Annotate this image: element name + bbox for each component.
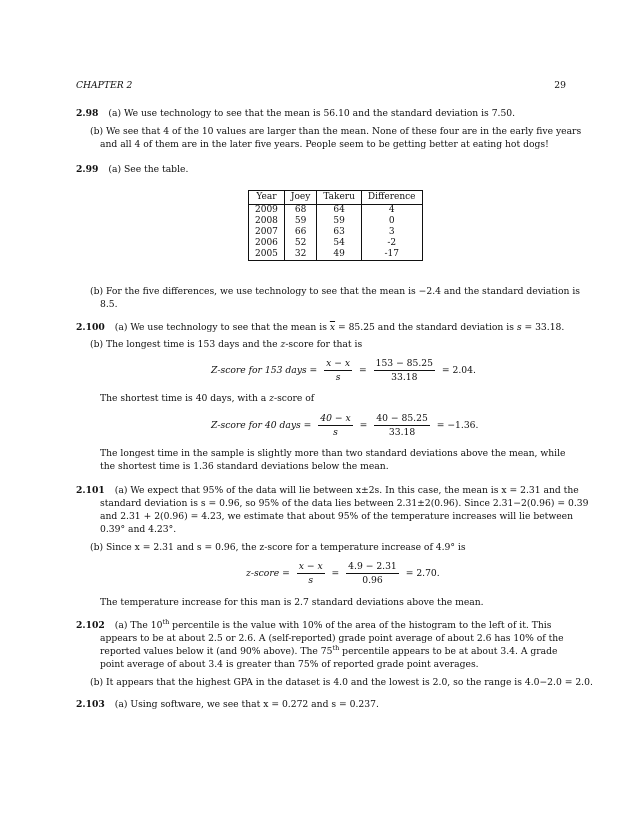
answer-text: (a) Using software, we see that x = 0.272 and s = 0.237.: [114, 699, 379, 710]
exercise-number: 2.102: [76, 620, 105, 631]
exercise-2-98-a: [76, 107, 564, 120]
fraction: [324, 357, 352, 384]
answer-text: percentile appears to be at about 3.4. A grade: [339, 646, 558, 657]
s-symbol: s: [516, 322, 522, 333]
chapter-title: CHAPTER 2: [76, 80, 133, 91]
exercise-2-98-b-line2: and all 4 of them are in the later five years. People seem to be getting better at eating hot dogs!: [100, 139, 549, 150]
table-cell: 2006: [249, 238, 285, 249]
answer-text: -score for that is: [285, 339, 363, 350]
denominator: s: [333, 427, 338, 438]
shortest-time-text: [100, 392, 564, 405]
exercise-2-101-a-line4: 0.39° and 4.23°.: [100, 524, 177, 535]
exercise-number: 2.103: [76, 699, 105, 710]
table-header: Difference: [361, 191, 422, 205]
exercise-2-103-a: [76, 698, 564, 711]
numerator: 4.9 − 2.31: [348, 561, 397, 572]
numerator: 153 − 85.25: [375, 358, 433, 369]
z-score-equation-temp: z-score = $\frac{x - x}{s}$ = $\frac{4.9 - 2.31}{0.96}$ = 2.70.: [246, 561, 440, 586]
table-cell: 64: [317, 205, 362, 217]
exercise-2-99-b-line2: 8.5.: [100, 299, 118, 310]
numerator: 40 − x: [320, 413, 351, 424]
exercise-2-100-a: [76, 321, 564, 334]
table-cell: 68: [284, 205, 316, 217]
exercise-2-98-b-line1: (b) We see that 4 of the 10 values are larger than the mean. None of these four are in the early five years: [90, 126, 582, 137]
answer-text: reported values below it (and 90% above). The 75: [100, 646, 333, 657]
table-cell: 32: [284, 249, 316, 261]
exercise-2-101-b: (b) Since x = 2.31 and s = 0.96, the z-score for a temperature increase of 4.9° is: [90, 542, 466, 553]
table-cell: 52: [284, 238, 316, 249]
answer-text: = 33.18.: [521, 322, 565, 333]
table-cell: 66: [284, 227, 316, 238]
table-cell: 4: [361, 205, 422, 217]
table-row: [249, 238, 423, 249]
exercise-2-102-a-line1: [76, 619, 564, 632]
answer-text: -score of: [273, 393, 315, 404]
exercise-2-101-a-line2: standard deviation is s = 0.96, so 95% of the data lies between 2.31±2(0.96). Since 2.31−2(0.96) = 0.39: [100, 498, 589, 509]
z-score-equation-40: Z-score for 40 days = $\frac{40 - x}{s}$ = $\frac{40 - 85.25}{33.18}$ = −1.36.: [211, 413, 479, 438]
answer-text: (a) We expect that 95% of the data will lie between x±2s. In this case, the mean is x = 2.31 and the: [114, 485, 579, 496]
z-symbol: z: [269, 393, 274, 404]
answer-text: (a) We use technology to see that the mean is: [114, 322, 330, 333]
conclusion-line2: the shortest time is 1.36 standard deviations below the mean.: [100, 461, 389, 472]
table-cell: 59: [284, 216, 316, 227]
exercise-2-102-a-line4: point average of about 3.4 is greater than 75% of reported grade point averages.: [100, 659, 479, 670]
table-header: Takeru: [317, 191, 362, 205]
fraction: [374, 412, 430, 439]
answer-text: = 85.25 and the standard deviation is: [335, 322, 517, 333]
equation-label: Z-score for 40 days: [211, 419, 301, 431]
answer-text: (a) The 10: [114, 620, 163, 631]
table-header-row: [249, 191, 423, 205]
exercise-2-102-b: (b) It appears that the highest GPA in the dataset is 4.0 and the lowest is 2.0, so the range is 4.0−2.0 = 2.0.: [90, 677, 593, 688]
table-cell: 59: [317, 216, 362, 227]
table-cell: 3: [361, 227, 422, 238]
x-bar-symbol: $\overline{x}$: [329, 322, 336, 333]
table-cell: -2: [361, 238, 422, 249]
numerator: 40 − 85.25: [376, 413, 428, 424]
fraction: [346, 560, 399, 587]
exercise-2-101-a-line3: and 2.31 + 2(0.96) = 4.23, we estimate that about 95% of the temperature increases will lie between: [100, 511, 574, 522]
denominator: 33.18: [388, 427, 416, 438]
exercise-2-100-b: [90, 338, 564, 351]
exercise-2-102-a-line2: appears to be at about 2.5 or 2.6. A (self-reported) grade point average of about 2.6 has 10% of the: [100, 633, 564, 644]
exercise-2-99-a: [76, 163, 564, 176]
equation-result: = 2.04.: [441, 364, 476, 376]
exercise-number: 2.99: [76, 164, 99, 175]
table-row: [249, 216, 423, 227]
exercise-number: 2.98: [76, 108, 99, 119]
answer-text: (a) We use technology to see that the mean is 56.10 and the standard deviation is 7.50.: [108, 108, 516, 119]
equation-label: Z-score for 153 days: [211, 364, 307, 376]
exercise-2-102-a-line3: [100, 645, 564, 658]
table-cell: 2008: [249, 216, 285, 227]
table-cell: 0: [361, 216, 422, 227]
answer-text: (b) The longest time is 153 days and the: [90, 339, 281, 350]
table-row: [249, 227, 423, 238]
exercise-2-101-a-line1: [76, 484, 579, 497]
table-cell: -17: [361, 249, 422, 261]
table-row: [249, 249, 423, 261]
page-header: [76, 79, 566, 92]
answer-text: The shortest time is 40 days, with a: [100, 393, 270, 404]
table-cell: 2009: [249, 205, 285, 217]
equation-result: = −1.36.: [436, 419, 479, 431]
denominator: 0.96: [362, 575, 383, 586]
answer-text: (a) See the table.: [108, 164, 189, 175]
table-cell: 63: [317, 227, 362, 238]
exercise-number: 2.101: [76, 485, 105, 496]
conclusion-line1: The longest time in the sample is slightly more than two standard deviations above the mean, while: [100, 448, 566, 459]
hot-dog-table: [248, 190, 423, 261]
exercise-2-99-b-line1: (b) For the five differences, we use technology to see that the mean is −2.4 and the standard deviation is: [90, 286, 580, 297]
page-number: 29: [554, 80, 566, 91]
table-cell: 54: [317, 238, 362, 249]
table-row: [249, 205, 423, 217]
exercise-2-101-conclusion: The temperature increase for this man is 2.7 standard deviations above the mean.: [100, 597, 484, 608]
superscript: th: [332, 643, 340, 652]
numerator: x − x: [298, 561, 323, 572]
table-cell: 2005: [249, 249, 285, 261]
z-score-equation-153: Z-score for 153 days = $\frac{x - x}{s}$ = $\frac{153 - 85.25}{33.18}$ = 2.04.: [211, 358, 476, 383]
fraction: [297, 560, 325, 587]
table-header: Year: [249, 191, 285, 205]
table-header: Joey: [284, 191, 316, 205]
superscript: th: [162, 617, 170, 626]
answer-text: percentile is the value with 10% of the area of the histogram to the left of it. This: [169, 620, 552, 631]
equation-result: = 2.70.: [405, 567, 440, 579]
table-cell: 2007: [249, 227, 285, 238]
fraction: [318, 412, 352, 439]
fraction: [374, 357, 435, 384]
exercise-number: 2.100: [76, 322, 105, 333]
denominator: s: [335, 372, 341, 383]
table-cell: 49: [317, 249, 362, 261]
denominator: 33.18: [391, 372, 418, 383]
equation-label: z-score: [246, 567, 280, 579]
denominator: s: [308, 575, 314, 586]
numerator: x − x: [326, 358, 351, 369]
z-symbol: z: [280, 339, 286, 350]
